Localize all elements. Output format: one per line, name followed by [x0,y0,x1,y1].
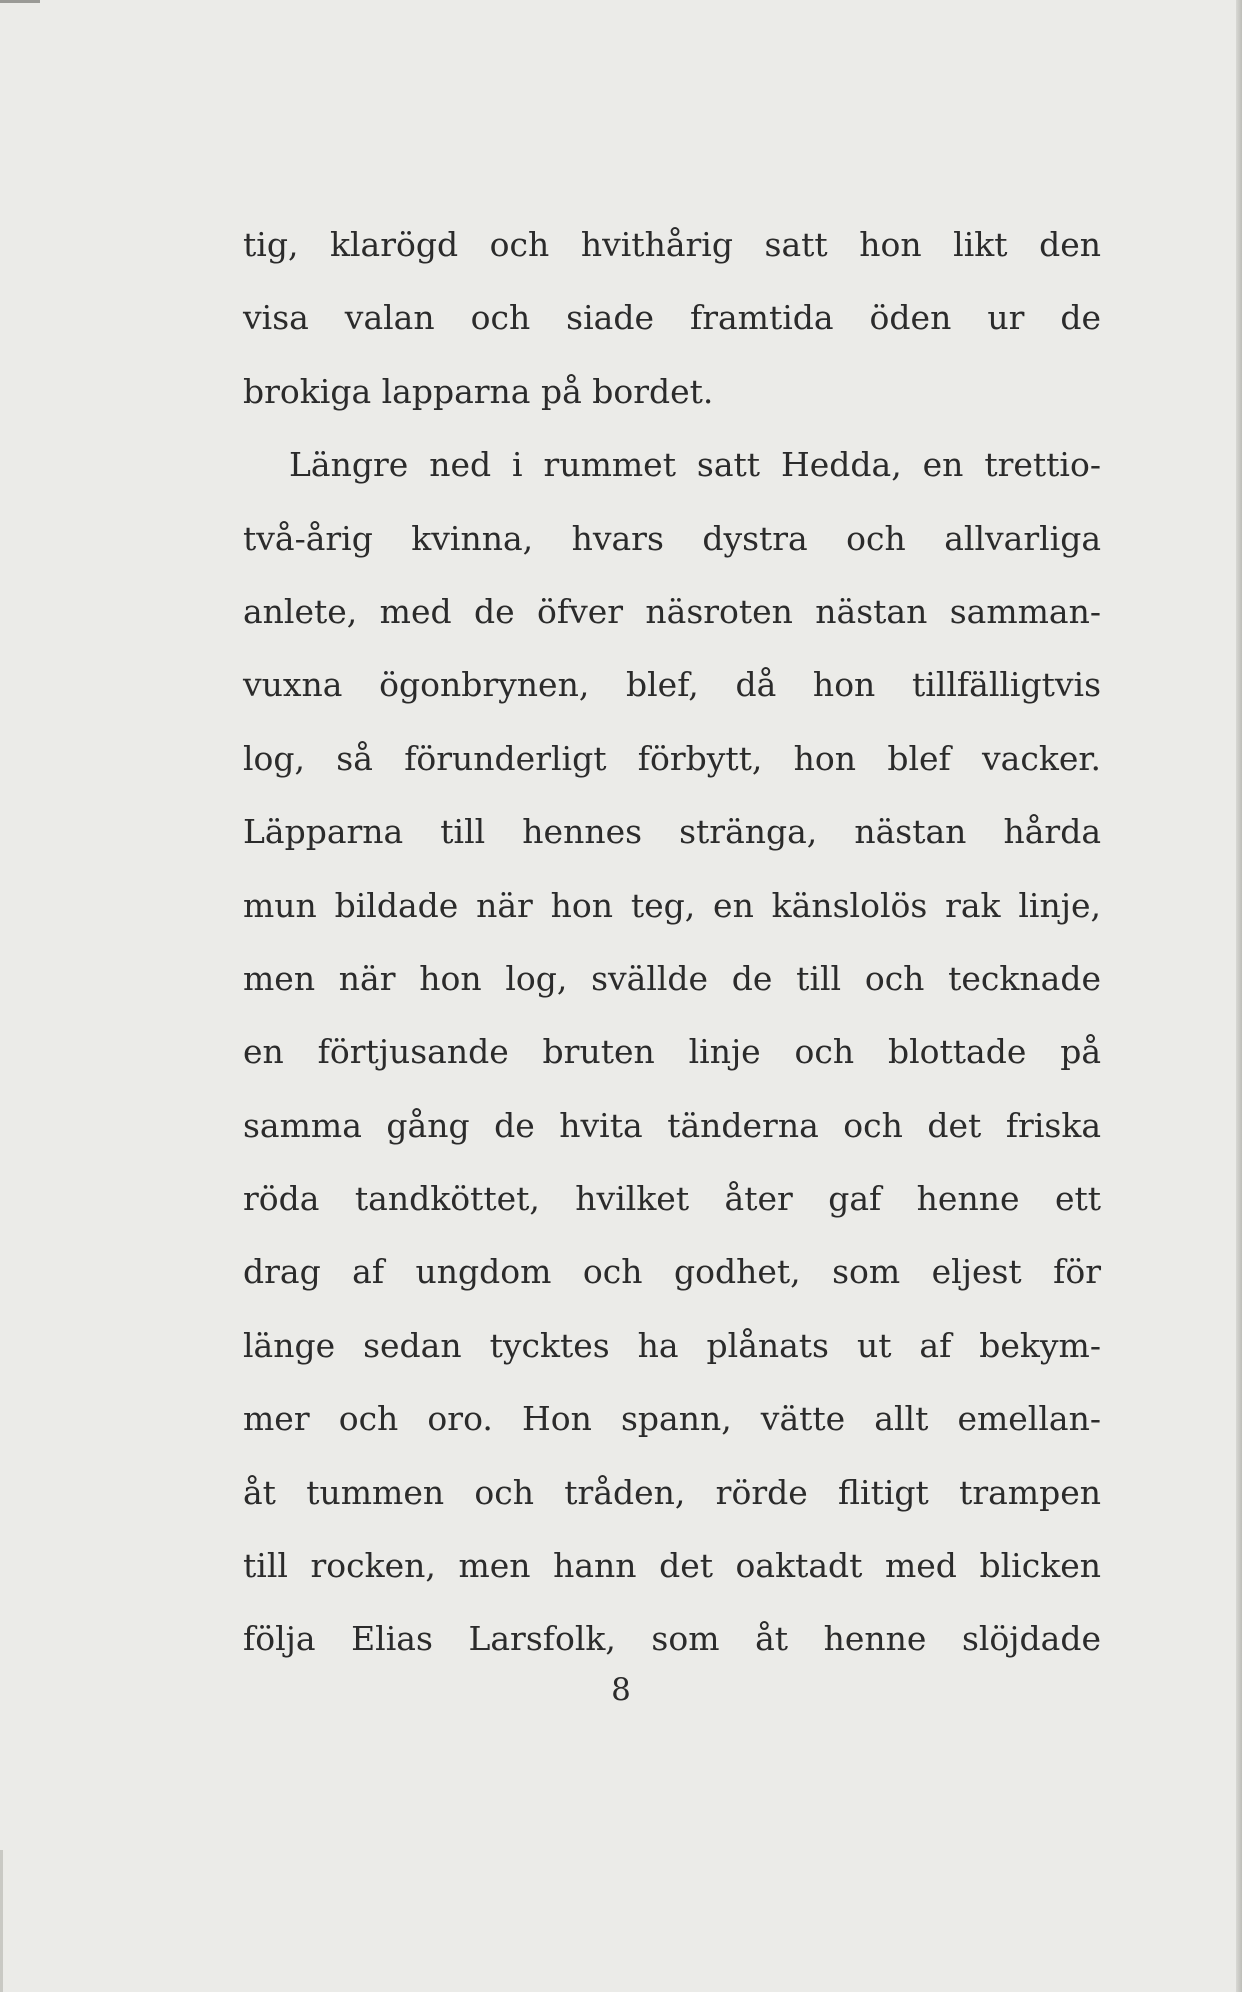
text-line: länge sedan tycktes ha plånats ut af bekym- [243,1325,1101,1365]
body-text [243,212,1101,1680]
text-line: log, så förunderligt förbytt, hon blef vacker. [243,738,1101,778]
text-line: men när hon log, svällde de till och tecknade [243,958,1101,998]
text-line: tig, klarögd och hvithårig satt hon likt den [243,225,1101,264]
text-line: visa valan och siade framtida öden ur de [243,298,1101,338]
text-line: mun bildade när hon teg, en känslolös rak linje, [243,885,1101,925]
page-number: 8 [611,1672,631,1708]
text-line: Längre ned i rummet satt Hedda, en trettio- [289,445,1101,485]
text-line: anlete, med de öfver näsroten nästan samman- [243,591,1101,631]
text-line: följa Elias Larsfolk, som åt henne slöjdade [243,1619,1101,1659]
scan-edge-right [1236,0,1242,1992]
text-line: brokiga lapparna på bordet. [243,371,714,411]
text-line: vuxna ögonbrynen, blef, då hon tillfälligtvis [243,665,1101,705]
text-line: till rocken, men hann det oaktadt med blicken [243,1546,1101,1586]
text-line: två-årig kvinna, hvars dystra och allvarliga [243,518,1101,558]
scan-edge-top [0,0,40,3]
text-line: mer och oro. Hon spann, vätte allt emellan- [243,1399,1101,1439]
text-line: röda tandköttet, hvilket åter gaf henne ett [243,1179,1101,1219]
scan-edge-left [0,1850,3,1992]
text-line: åt tummen och tråden, rörde flitigt trampen [243,1472,1101,1512]
text-line: Läpparna till hennes stränga, nästan hårda [243,812,1101,852]
text-line: en förtjusande bruten linje och blottade på [243,1032,1101,1072]
text-line: samma gång de hvita tänderna och det friska [243,1105,1101,1145]
text-line: drag af ungdom och godhet, som eljest för [243,1252,1101,1292]
